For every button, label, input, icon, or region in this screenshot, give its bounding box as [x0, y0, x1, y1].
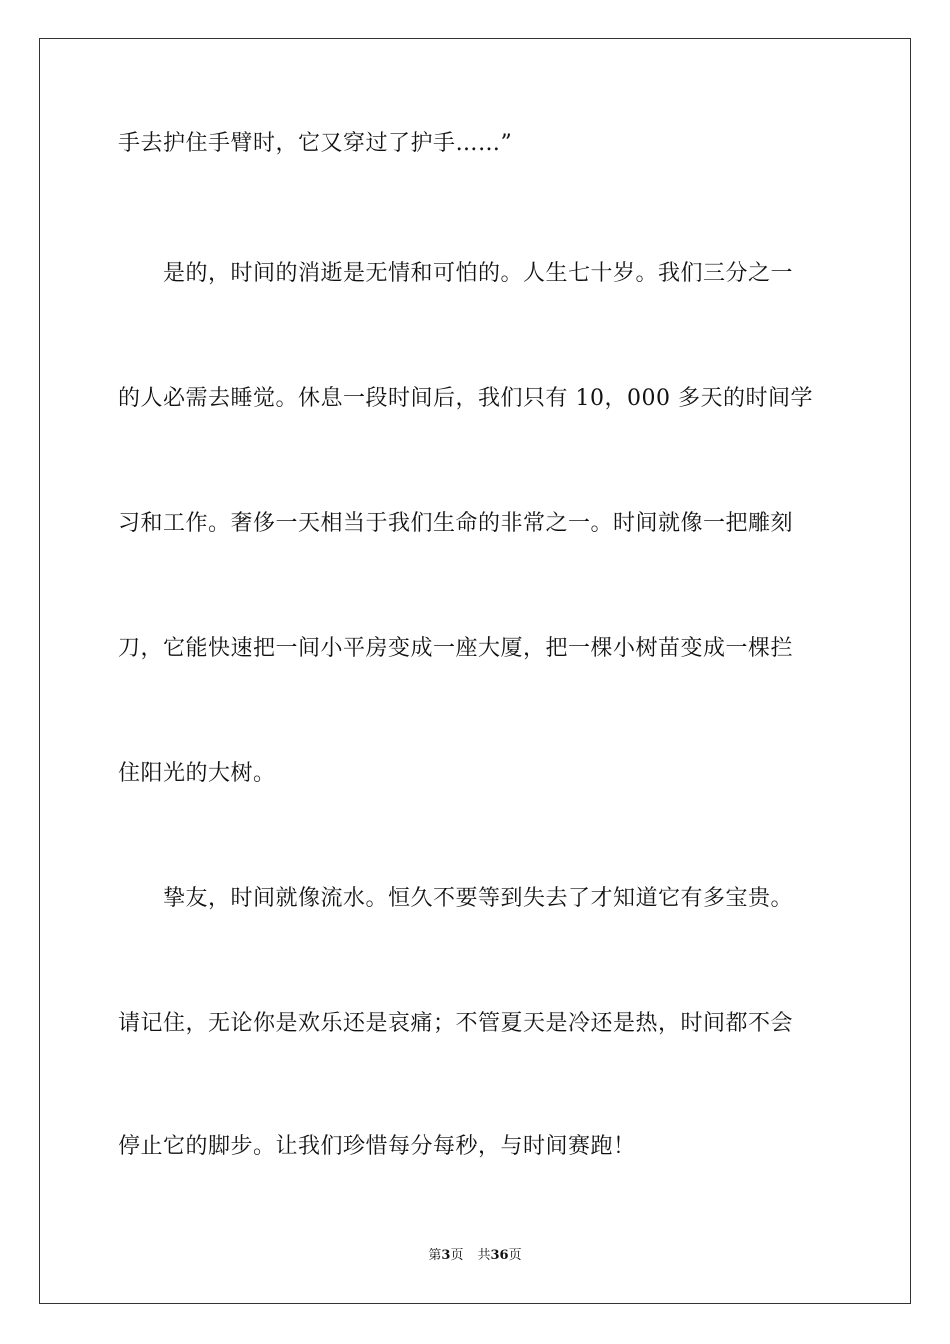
text-line-6: 住阳光的大树。: [118, 761, 276, 786]
text-line-1: 手去护住手臂时，它又穿过了护手……”: [118, 131, 513, 156]
total-prefix: 共: [477, 1248, 491, 1263]
text-line-4: 习和工作。奢侈一天相当于我们生命的非常之一。时间就像一把雕刻: [118, 511, 794, 536]
text-line-3: 的人必需去睡觉。休息一段时间后，我们只有 10，000 多天的时间学: [118, 386, 813, 411]
text-line-7: 挚友，时间就像流水。恒久不要等到失去了才知道它有多宝贵。: [163, 886, 794, 911]
total-suffix: 页: [508, 1248, 522, 1263]
page-frame: [39, 38, 911, 1304]
page-prefix: 第: [428, 1248, 442, 1263]
page-number: 3: [441, 1248, 451, 1263]
text-line-2: 是的，时间的消逝是无情和可怕的。人生七十岁。我们三分之一: [163, 261, 794, 286]
page-footer: [0, 1246, 950, 1266]
total-pages: 36: [490, 1248, 509, 1263]
text-line-9: 停止它的脚步。让我们珍惜每分每秒，与时间赛跑！: [118, 1134, 636, 1159]
page-suffix: 页: [450, 1248, 464, 1263]
text-line-8: 请记住，无论你是欢乐还是哀痛；不管夏天是冷还是热，时间都不会: [118, 1011, 794, 1036]
text-line-5: 刀，它能快速把一间小平房变成一座大厦，把一棵小树苗变成一棵拦: [118, 636, 794, 661]
